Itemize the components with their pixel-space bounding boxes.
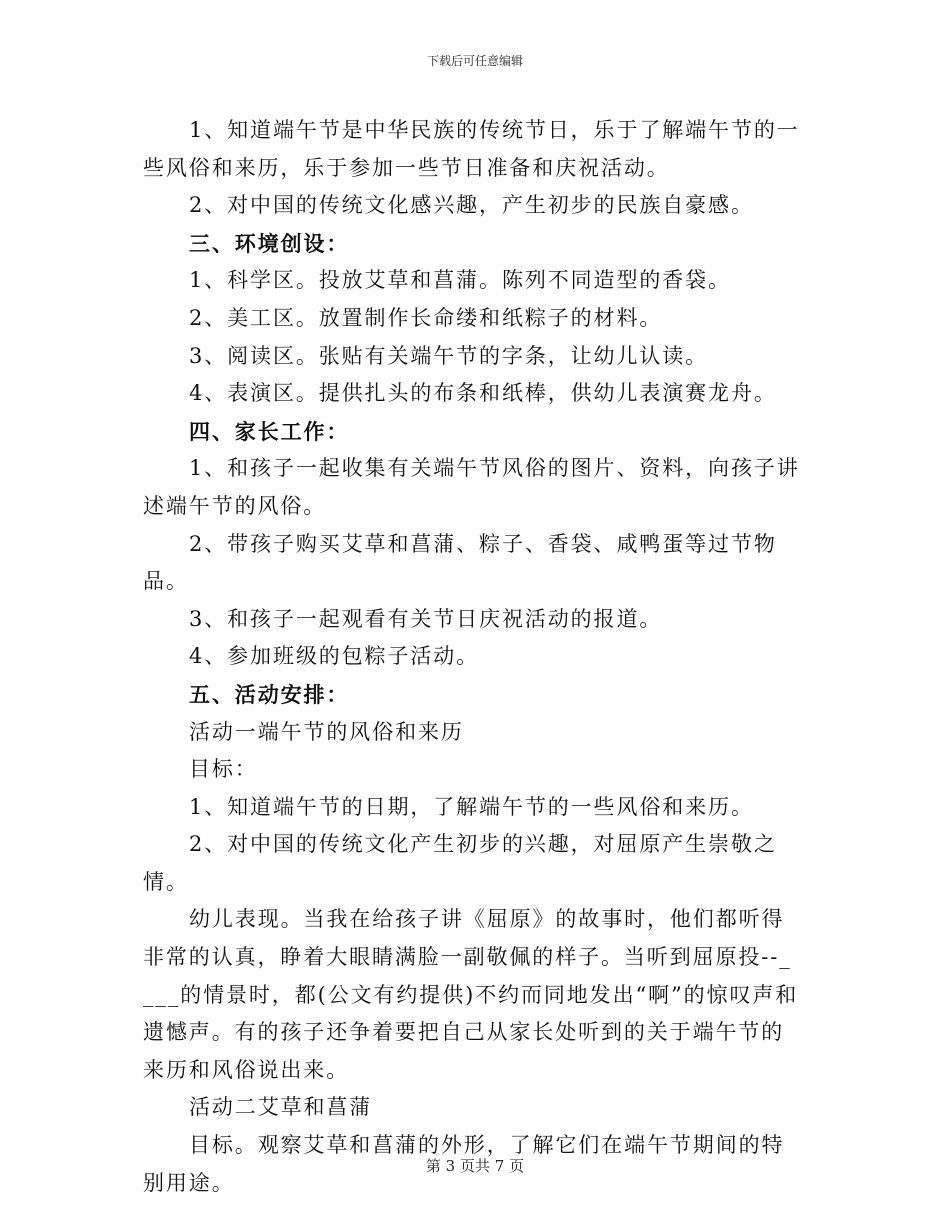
document-body	[143, 112, 803, 1202]
paragraph: 1、知道端午节的日期，了解端午节的一些风俗和来历。	[189, 794, 754, 819]
paragraph: 活动二艾草和菖蒲	[189, 1095, 373, 1120]
paragraph: 3、阅读区。张贴有关端午节的字条，让幼儿认读。	[189, 343, 709, 368]
paragraph: 目标：	[189, 757, 258, 782]
paragraph: 目标。观察艾草和菖蒲的外形，了解它们在端午节期间的特别用途。	[143, 1133, 785, 1195]
paragraph: 2、对中国的传统文化感兴趣，产生初步的民族自豪感。	[189, 193, 754, 218]
paragraph: 4、表演区。提供扎头的布条和纸棒，供幼儿表演赛龙舟。	[189, 381, 777, 406]
paragraph: 2、带孩子购买艾草和菖蒲、粽子、香袋、咸鸭蛋等过节物品。	[143, 531, 777, 594]
paragraph: 2、对中国的传统文化产生初步的兴趣，对屈原产生崇敬之情。	[143, 832, 777, 894]
paragraph: 幼儿表现。当我在给孩子讲《屈原》的故事时，他们都听得非常的认真，睁着大眼睛满脸一副敬佩的样子。当听到屈原投--____的情景时，都(公文有约提供)不约而同地发出“啊”的惊叹声和遗憾声。有的孩子还争着要把自己从家长处听到的关于端午节的来历和风俗说出来。	[143, 907, 799, 1082]
section-heading: 五、活动安排：	[189, 681, 350, 707]
section-heading: 三、环境创设：	[189, 230, 350, 256]
page-header: 下载后可任意编辑	[426, 54, 523, 68]
paragraph: 1、知道端午节是中华民族的传统节日，乐于了解端午节的一些风俗和来历，乐于参加一些节日准备和庆祝活动。	[143, 118, 800, 180]
paragraph: 1、和孩子一起收集有关端午节风俗的图片、资料，向孩子讲述端午节的风俗。	[143, 456, 800, 518]
paragraph: 1、科学区。投放艾草和菖蒲。陈列不同造型的香袋。	[189, 268, 731, 293]
paragraph: 2、美工区。放置制作长命缕和纸粽子的材料。	[189, 305, 663, 330]
page-number: 第 3 页共 7 页	[425, 1157, 525, 1175]
section-heading: 四、家长工作：	[189, 418, 350, 444]
paragraph: 4、参加班级的包粽子活动。	[189, 644, 480, 669]
paragraph: 活动一端午节的风俗和来历	[189, 719, 464, 744]
paragraph: 3、和孩子一起观看有关节日庆祝活动的报道。	[189, 606, 663, 631]
